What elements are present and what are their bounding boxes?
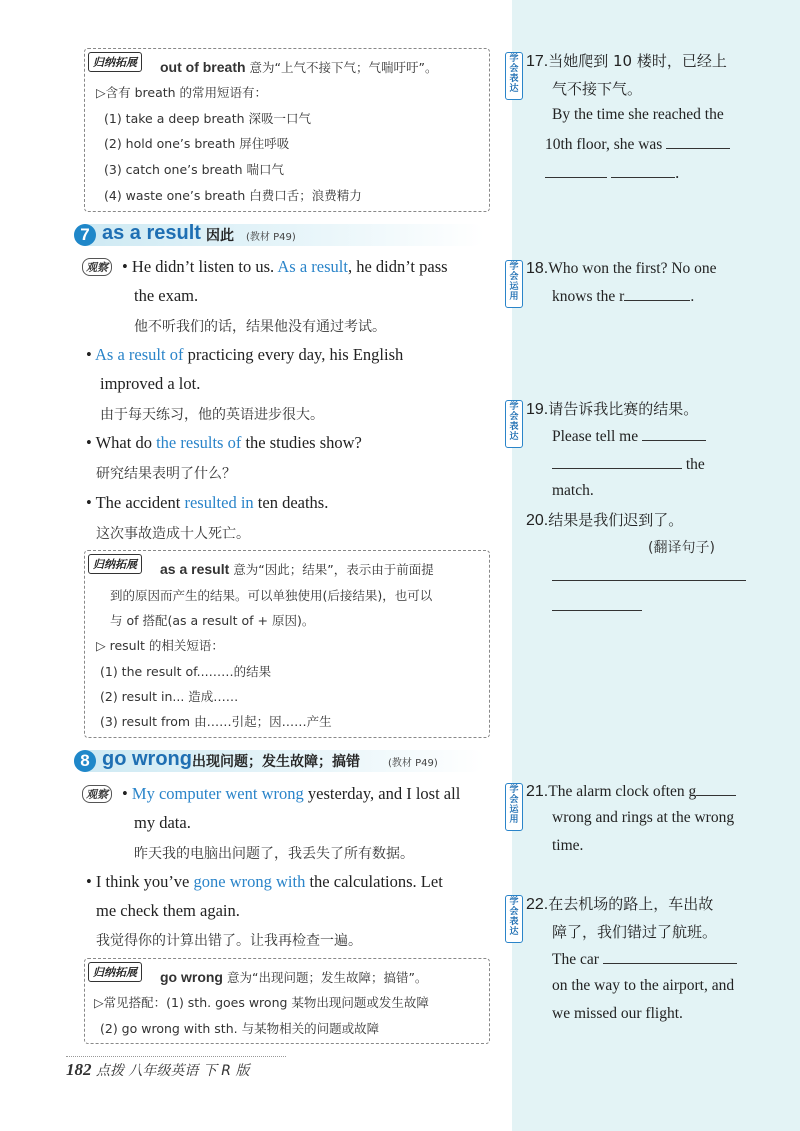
question-text: on the way to the airport, and [552,977,735,994]
summary-line: (2) go wrong with sth. 与某物相关的问题或故障 [100,1021,380,1036]
example-translation: 我觉得你的计算出错了。让我再检查一遍。 [96,933,362,949]
summary-desc: 意为“出现问题；发生故障；搞错”。 [223,970,428,985]
answer-blank[interactable] [624,286,690,301]
example-sentence-cont: my data. [134,813,191,832]
summary-heading [160,58,437,76]
question-text: knows the r [552,288,625,305]
question-number: 18. [526,260,549,277]
bullet: • [122,784,132,803]
question-18 [526,258,717,278]
skill-tag: 学会表达 [505,52,523,100]
question-text: the [685,456,705,473]
page-footer [66,1060,249,1080]
section-7-header [74,224,484,246]
summary-line: ▷常见搭配：(1) sth. goes wrong 某物出现问题或发生故障 [94,995,429,1010]
skill-tag: 学会运用 [505,783,523,831]
example-highlight: the results of [156,433,242,452]
example-highlight: As a result [277,257,348,276]
section-source: (教材 P49) [246,232,296,243]
question-prompt-cont: 气不接下气。 [552,80,643,98]
example-sentence-cont: me check them again. [96,901,240,920]
question-number: 20. [526,512,549,529]
example-highlight: As a result of [95,345,184,364]
example-text: • The accident [86,493,185,512]
question-text: By the time she reached the [552,106,724,123]
phrase-item: (3) catch one’s breath 喘口气 [104,162,285,177]
summary-desc: 意为“因此；结果”，表示由于前面提 [229,562,434,577]
answer-blank[interactable] [642,426,706,441]
example-translation: 研究结果表明了什么？ [96,466,236,482]
translation-hint: (翻译句子) [648,540,715,556]
phrase-item: (1) take a deep breath 深吸一口气 [104,111,312,126]
question-text-line [552,949,737,969]
question-text-line: knows the r . [552,288,695,305]
example-text: , he didn’t pass [347,257,448,276]
summary-term: as a result [160,561,230,577]
observe-icon: 观察 [82,785,112,803]
example-translation: 他不听我们的话，结果他没有通过考试。 [134,319,386,335]
example-sentence-cont: the exam. [134,286,199,305]
example-text: the studies show? [241,433,362,452]
question-prompt: 请告诉我比赛的结果。 [548,400,699,418]
question-prompt: 当她爬到 10 楼时，已经上 [548,52,727,70]
question-number: 17. [526,53,549,70]
question-text-line [552,426,706,446]
answer-blank[interactable] [666,134,730,149]
phrase-item: (2) result in... 造成…… [100,689,239,704]
question-number: 21. [526,783,549,800]
question-prompt-cont: 障了，我们错过了航班。 [552,923,718,941]
example-sentence [122,784,460,804]
example-sentence-cont: improved a lot. [100,374,201,393]
summary-heading [160,560,434,578]
skill-tag: 学会表达 [505,400,523,448]
question-text: time. [552,837,584,854]
section-source: (教材 P49) [388,758,438,769]
example-text: the calculations. Let [305,872,443,891]
example-sentence [86,433,362,453]
answer-blank[interactable] [552,566,746,581]
phrase-item: (3) result from 由……引起；因……产生 [100,714,332,729]
bullet: • [86,345,95,364]
example-text: practicing every day, his English [183,345,404,364]
summary-tag: 归纳拓展 [88,52,142,72]
page-number: 182 [66,1060,92,1079]
question-prompt: 在去机场的路上，车出故 [548,895,714,913]
example-sentence [122,257,448,277]
answer-blank[interactable] [545,163,607,178]
question-number: 19. [526,401,549,418]
footer-rule [66,1056,286,1057]
question-prompt: 结果是我们迟到了。 [548,511,684,529]
section-meaning: 出现问题；发生故障；搞错 [192,754,360,770]
question-20 [526,509,683,530]
summary-term: out of breath [160,59,246,75]
example-text: ten deaths. [253,493,329,512]
question-text: The alarm clock often g [548,783,697,800]
example-sentence [86,872,443,892]
question-text-line [545,134,730,154]
observe-icon: 观察 [82,258,112,276]
summary-line: 与 of 搭配(as a result of + 原因)。 [110,613,315,628]
phrase-item: (2) hold one’s breath 屏住呼吸 [104,136,290,151]
summary-heading [160,968,427,986]
example-text: • What do [86,433,157,452]
question-21 [526,781,736,801]
summary-line: 到的原因而产生的结果。可以单独使用(后接结果)，也可以 [110,588,433,603]
section-number: 8 [74,750,96,772]
question-text: Please tell me [552,428,639,445]
example-highlight: My computer went wrong [131,784,304,803]
question-text-line [552,454,705,474]
question-number: 22. [526,896,549,913]
section-title: go wrong [102,748,192,770]
skill-tag: 学会表达 [505,895,523,943]
question-22 [526,893,713,914]
question-17 [526,50,727,71]
answer-blank[interactable] [603,949,737,964]
section-meaning: 因此 [206,228,234,244]
answer-blank[interactable] [552,454,682,469]
question-text: wrong and rings at the wrong [552,809,735,826]
section-title: as a result [102,222,201,244]
section-number: 7 [74,224,96,246]
example-text: • He didn’t listen to us. [122,257,278,276]
question-19 [526,398,698,419]
summary-subheading: ▷ result 的相关短语： [96,638,224,653]
question-text: we missed our flight. [552,1005,683,1022]
answer-blank[interactable] [611,163,675,178]
phrase-item: (1) the result of...……的结果 [100,664,272,679]
example-text: • I think you’ve [86,872,194,891]
question-text: Who won the first? No one [548,260,717,277]
answer-blank[interactable] [696,781,736,796]
answer-blank[interactable] [552,596,642,611]
summary-desc: 意为“上气不接下气；气喘吁吁”。 [245,60,438,75]
example-translation: 昨天我的电脑出问题了，我丢失了所有数据。 [134,846,414,862]
example-sentence [86,345,403,365]
summary-term: go wrong [160,969,223,985]
example-translation: 由于每天练习，他的英语进步很大。 [100,407,324,423]
summary-tag: 归纳拓展 [88,554,142,574]
question-text: The car [552,951,599,968]
phrase-item: (4) waste one’s breath 白费口舌；浪费精力 [104,188,362,203]
answer-line [552,596,642,615]
example-highlight: gone wrong with [193,872,306,891]
summary-subheading: ▷含有 breath 的常用短语有： [96,85,268,100]
example-text: yesterday, and I lost all [303,784,461,803]
book-title: 点拨 八年级英语 下 R 版 [91,1063,250,1079]
example-sentence [86,493,328,513]
section-8-header [74,750,484,772]
question-text: match. [552,482,594,499]
skill-tag: 学会运用 [505,260,523,308]
answer-line [552,566,746,585]
example-highlight: resulted in [184,493,254,512]
summary-tag: 归纳拓展 [88,962,142,982]
answer-line: . [545,163,679,183]
question-text: 10th floor, she was [545,136,663,153]
example-translation: 这次事故造成十人死亡。 [96,526,250,542]
